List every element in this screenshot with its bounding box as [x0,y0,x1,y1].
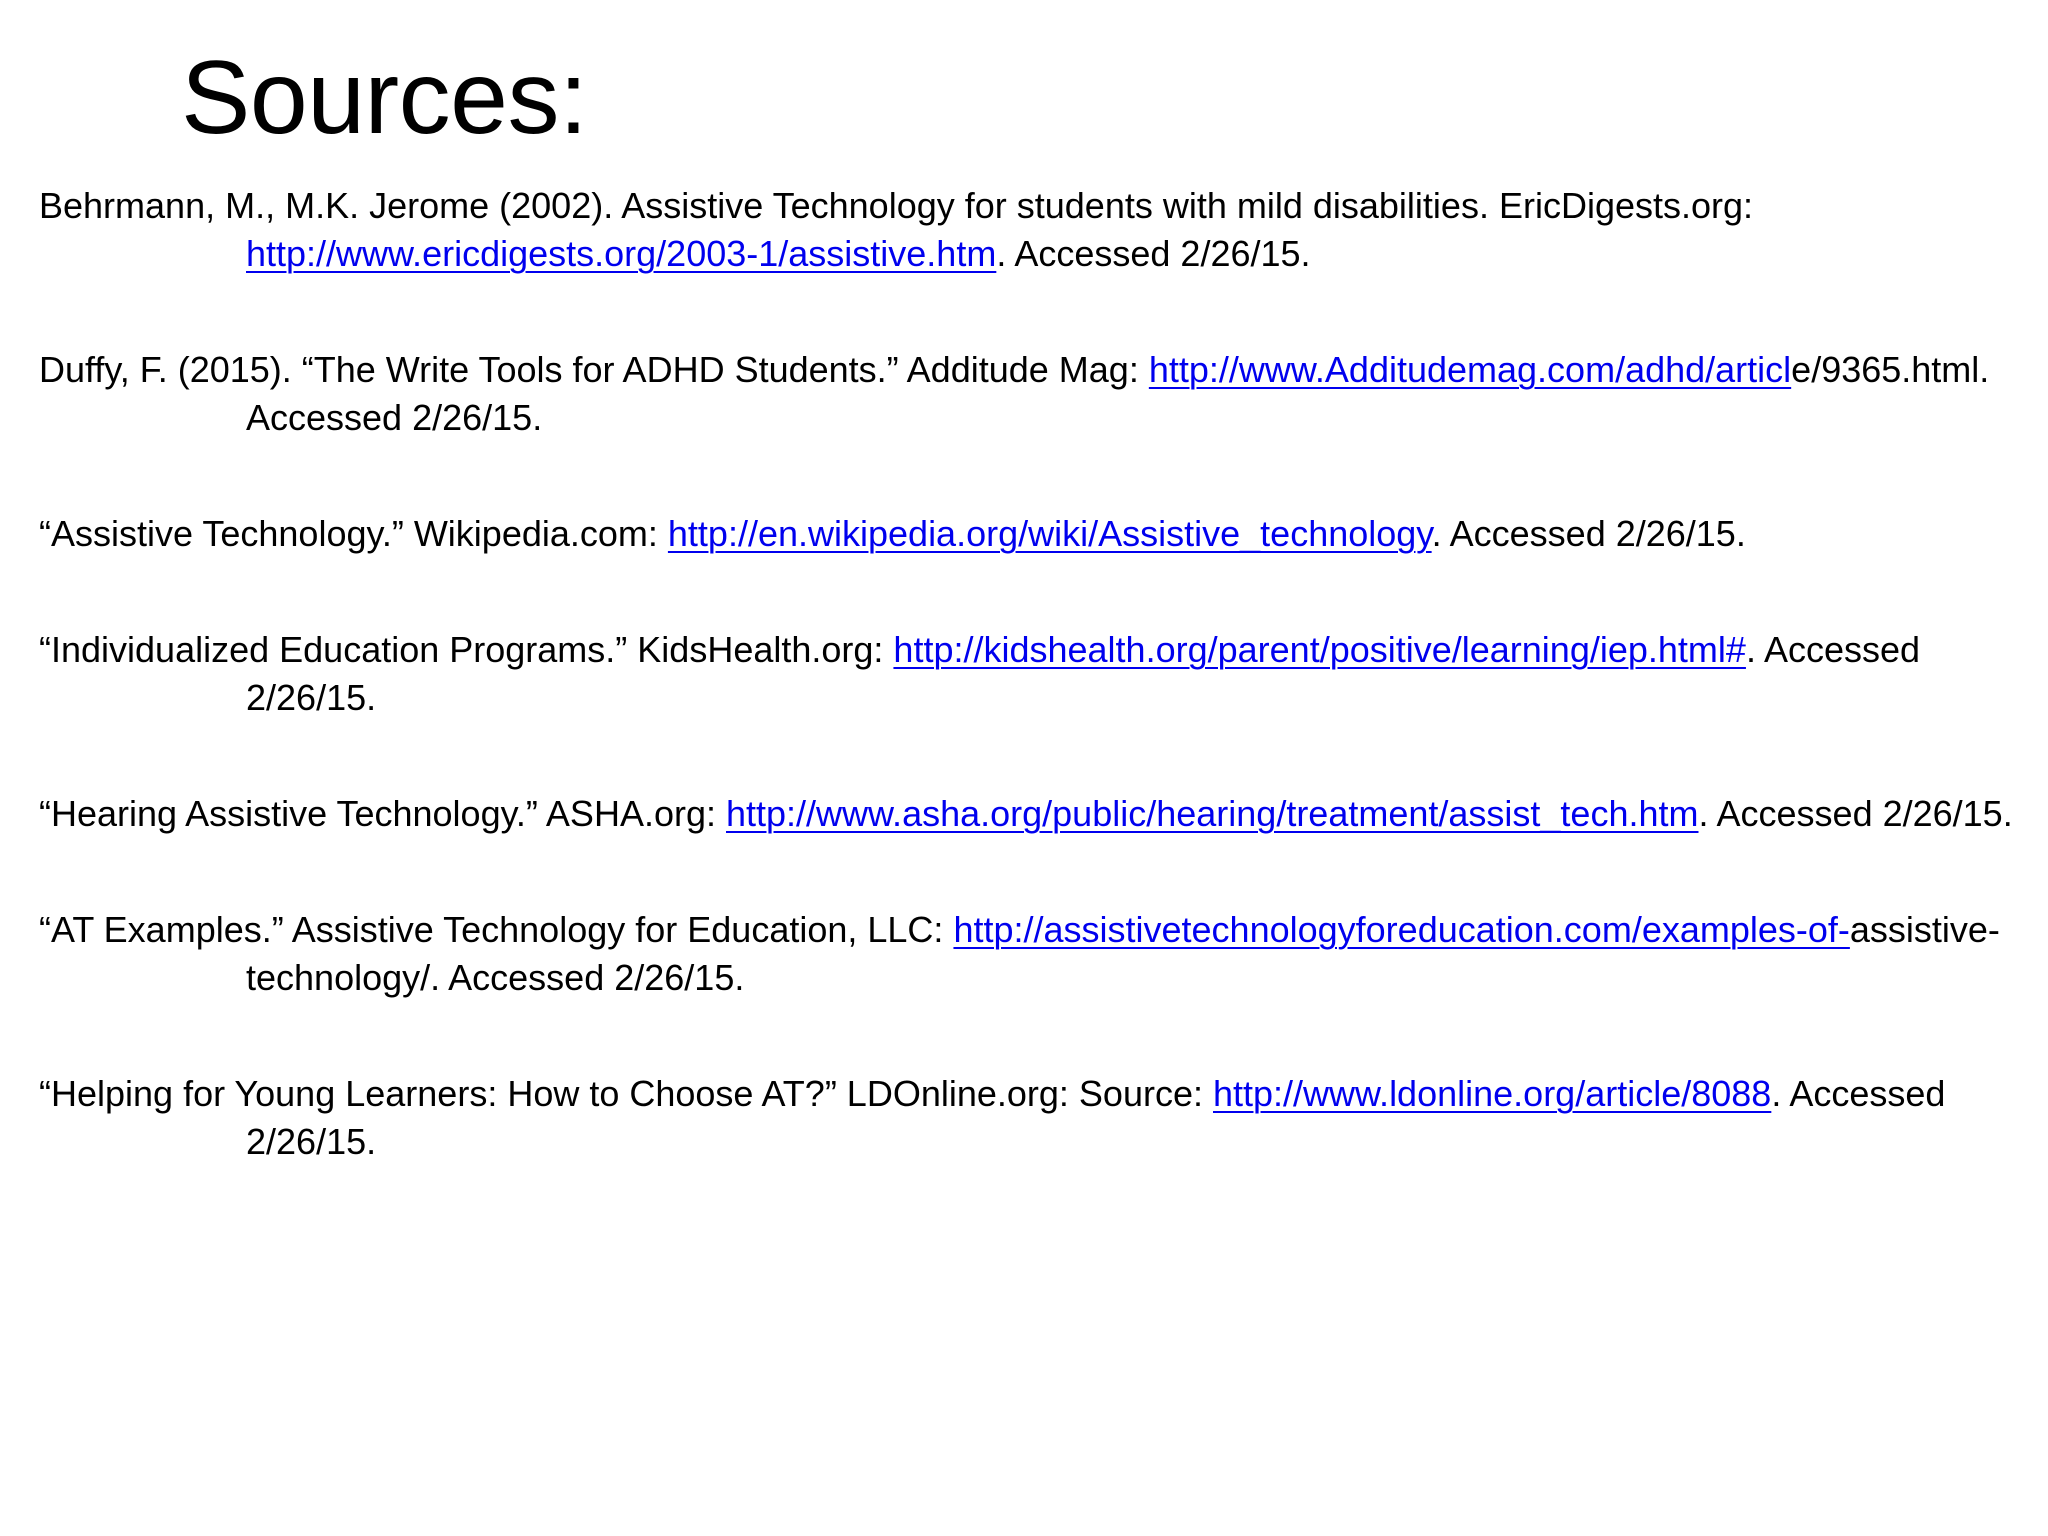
sources-list [39,182,2029,1166]
source-link-wikipedia[interactable]: http://en.wikipedia.org/wiki/Assistive_technology [667,513,1432,554]
source-citation: “Hearing Assistive Technology.” ASHA.org: [39,793,726,834]
source-citation: “AT Examples.” Assistive Technology for Education, LLC: [39,909,954,950]
source-entry-at-examples [39,906,2029,1002]
source-accessed: . Accessed 2/26/15. [246,629,1921,718]
source-accessed: . Accessed 2/26/15. [1431,513,1746,554]
source-citation: “Assistive Technology.” Wikipedia.com: [39,513,668,554]
source-entry-wikipedia [39,510,2029,558]
source-entry-behrmann [39,182,2029,278]
source-link-ericdigests[interactable]: http://www.ericdigests.org/2003-1/assistive.htm [246,233,997,274]
source-entry-kidshealth [39,626,2029,722]
source-accessed: . Accessed 2/26/15. [1698,793,2013,834]
source-link-atforeducation[interactable]: http://assistivetechnologyforeducation.com/examples-of- [953,909,1850,950]
source-accessed: . Accessed 2/26/15. [996,233,1311,274]
source-link-kidshealth[interactable]: http://kidshealth.org/parent/positive/learning/iep.html# [893,629,1746,670]
source-entry-duffy [39,346,2029,442]
slide-title: Sources: [181,40,588,156]
source-link-ldonline[interactable]: http://www.ldonline.org/article/8088 [1213,1073,1772,1114]
source-link-additude[interactable]: http://www.Additudemag.com/adhd/articl [1148,349,1792,390]
source-citation: “Individualized Education Programs.” KidsHealth.org: [39,629,894,670]
source-citation: Behrmann, M., M.K. Jerome (2002). Assistive Technology for students with mild disabilities. EricDigests.org: [39,185,1754,226]
source-accessed: assistive-technology/. Accessed 2/26/15. [246,909,2000,998]
source-link-asha[interactable]: http://www.asha.org/public/hearing/treatment/assist_tech.htm [726,793,1699,834]
source-accessed: e/9365.html. Accessed 2/26/15. [246,349,1990,438]
source-entry-asha [39,790,2029,838]
source-accessed: . Accessed 2/26/15. [246,1073,1946,1162]
source-entry-ldonline [39,1070,2029,1166]
source-citation: Duffy, F. (2015). “The Write Tools for ADHD Students.” Additude Mag: [39,349,1149,390]
source-citation: “Helping for Young Learners: How to Choose AT?” LDOnline.org: Source: [39,1073,1213,1114]
